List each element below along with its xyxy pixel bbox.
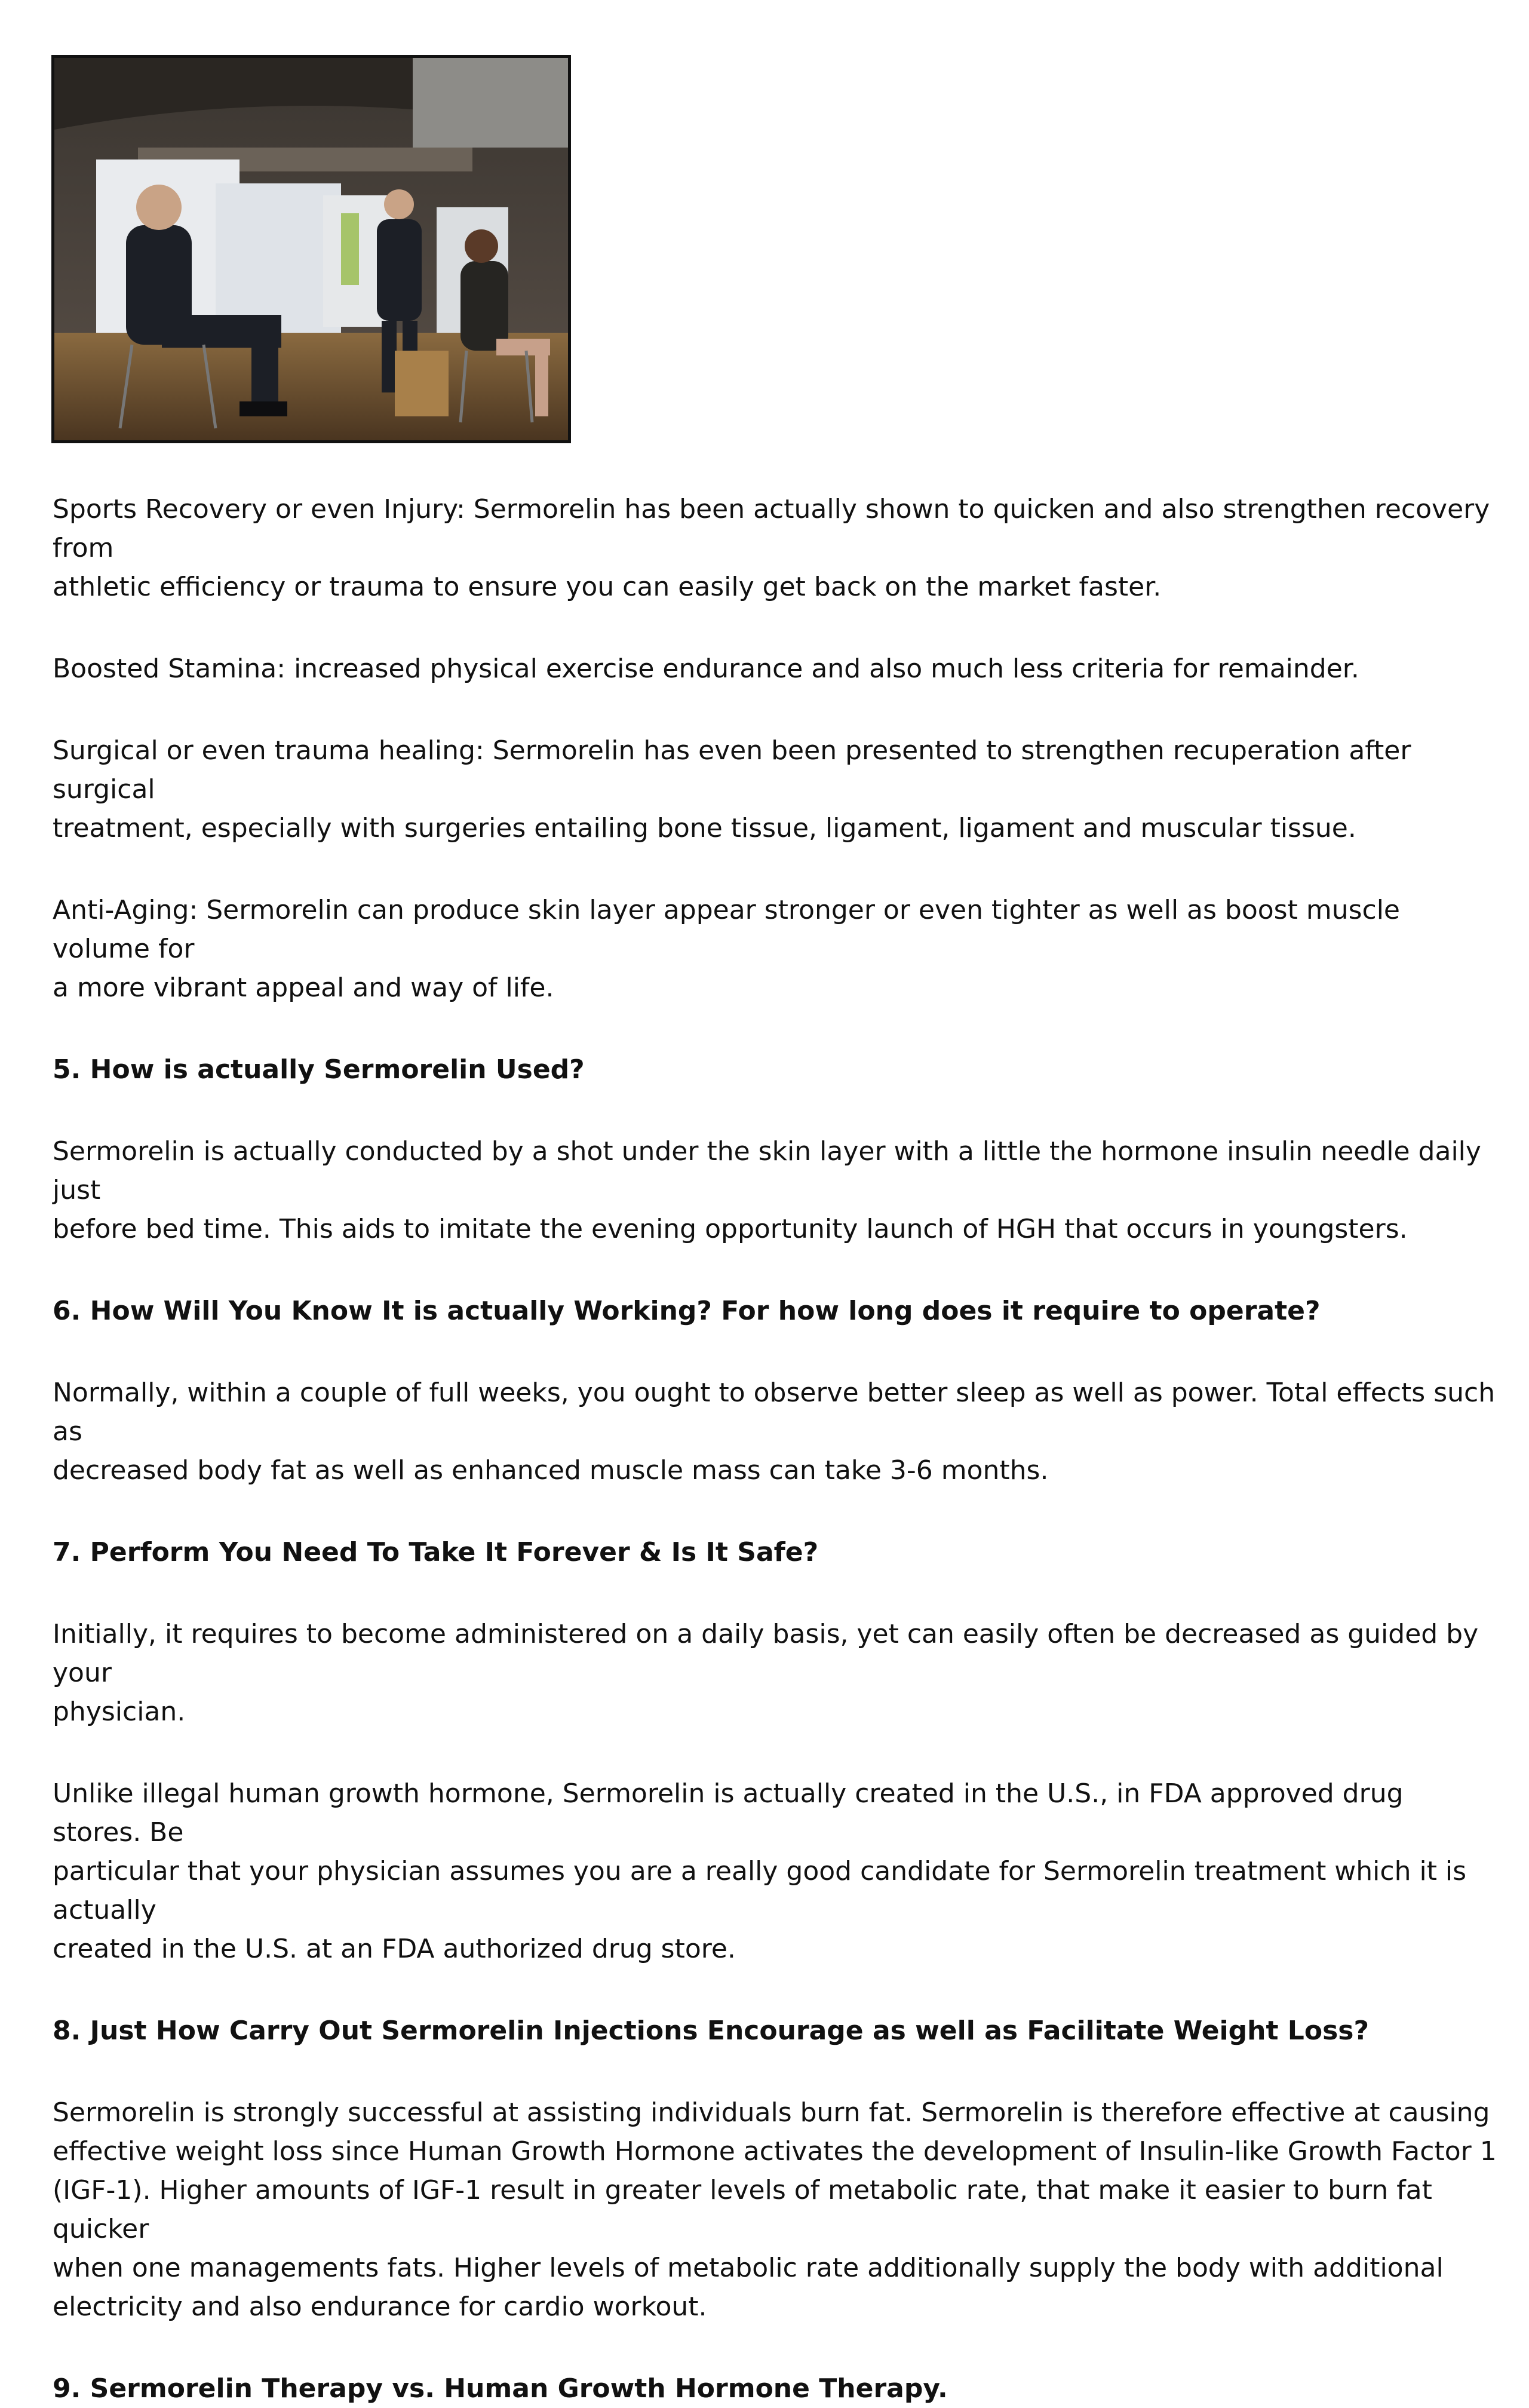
heading-section-9: 9. Sermorelin Therapy vs. Human Growth Hormone Therapy. — [53, 2373, 948, 2404]
paragraph-how-used: Sermorelin is actually conducted by a shot under the skin layer with a little the hormone insulin needle daily just before bed time. This aids to imitate the evening opportunity launch of HGH that occurs in youngsters. — [53, 1136, 1481, 1244]
paragraph-anti-aging: Anti-Aging: Sermorelin can produce skin layer appear stronger or even tighter as well as boost muscle volume for a more vibrant appeal and way of life. — [53, 895, 1400, 1003]
presentation-photo — [51, 55, 571, 443]
article-body — [53, 490, 1498, 2408]
heading-section-6: 6. How Will You Know It is actually Working? For how long does it require to operate? — [53, 1296, 1321, 1326]
paragraph-unlike-illegal: Unlike illegal human growth hormone, Sermorelin is actually created in the U.S., in FDA approved drug stores. Be particular that your physician assumes you are a really good candidate for Sermorelin treatment which it is actually created in the U.S. at an FDA authorized drug store. — [53, 1778, 1467, 1964]
heading-section-5: 5. How is actually Sermorelin Used? — [53, 1054, 585, 1085]
heading-section-8: 8. Just How Carry Out Sermorelin Injections Encourage as well as Facilitate Weight Loss? — [53, 2016, 1369, 2046]
heading-section-7: 7. Perform You Need To Take It Forever & Is It Safe? — [53, 1537, 819, 1567]
paragraph-boosted-stamina: Boosted Stamina: increased physical exercise endurance and also much less criteria for remainder. — [53, 654, 1359, 684]
paragraph-initially: Initially, it requires to become administered on a daily basis, yet can easily often be decreased as guided by your physician. — [53, 1619, 1479, 1727]
paragraph-sports-recovery: Sports Recovery or even Injury: Sermorelin has been actually shown to quicken and also strengthen recovery from athletic efficiency or trauma to ensure you can easily get back on the market faster. — [53, 494, 1490, 602]
paragraph-surgical-healing: Surgical or even trauma healing: Sermorelin has even been presented to strengthen recuperation after surgical treatment, especially with surgeries entailing bone tissue, ligament, ligament and muscular tissue. — [53, 735, 1411, 843]
presentation-stage-image — [54, 58, 568, 440]
paragraph-weight-loss: Sermorelin is strongly successful at assisting individuals burn fat. Sermorelin is therefore effective at causing effective weight loss since Human Growth Hormone activates the development of Insulin-like Growth Factor 1 (IGF-1). Higher amounts of IGF-1 result in greater levels of metabolic rate, that make it easier to burn fat quicker when one managements fats. Higher levels of metabolic rate additionally supply the body with additional electricity and also endurance for cardio workout. — [53, 2097, 1497, 2322]
paragraph-working: Normally, within a couple of full weeks, you ought to observe better sleep as well as power. Total effects such as decreased body fat as well as enhanced muscle mass can take 3-6 months. — [53, 1378, 1496, 1486]
